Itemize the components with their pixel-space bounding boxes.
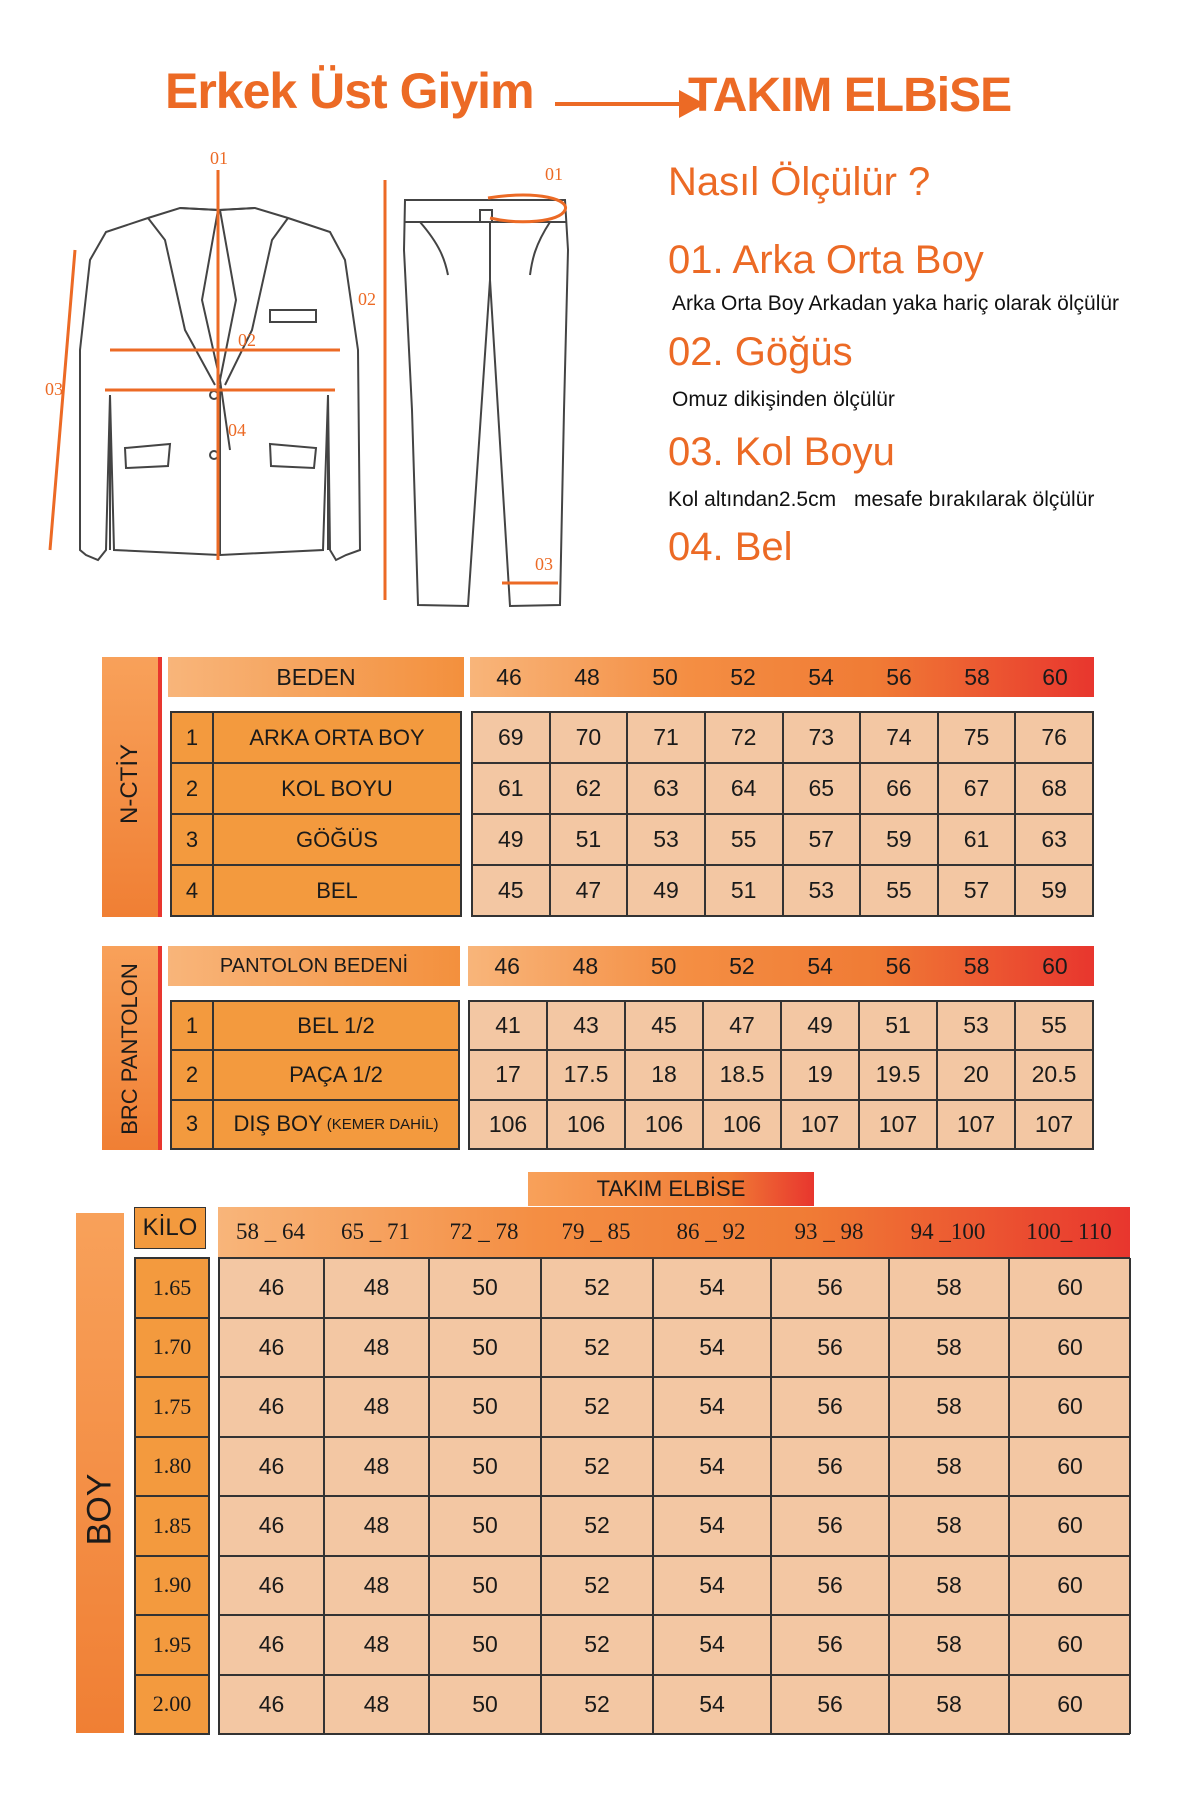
suit-size-cell: 54 — [653, 1258, 771, 1318]
suit-size-cell: 60 — [1009, 1437, 1131, 1497]
weight-range-label: 93 _ 98 — [794, 1219, 864, 1244]
suit-size-cell: 60 — [1009, 1556, 1131, 1616]
jacket-size-54: 54 — [808, 663, 834, 690]
height-label: 1.70 — [135, 1318, 209, 1378]
weight-range-label: 86 _ 92 — [676, 1219, 746, 1244]
trouser-row-number: 1 — [171, 1001, 213, 1050]
jacket-value-cell: 57 — [938, 865, 1016, 916]
title-men-upper-wear: Erkek Üst Giyim — [165, 63, 534, 119]
suit-size-cell: 48 — [324, 1258, 429, 1318]
trouser-row-number: 2 — [171, 1050, 213, 1099]
trouser-value-cell: 41 — [469, 1001, 547, 1050]
jacket-size-50: 50 — [652, 663, 678, 690]
suit-size-cell: 52 — [541, 1377, 653, 1437]
height-label: 1.80 — [135, 1437, 209, 1497]
suit-size-cell: 46 — [219, 1496, 324, 1556]
jacket-row-number: 3 — [171, 814, 213, 865]
trouser-header-label: PANTOLON BEDENİ — [168, 946, 460, 986]
jacket-row-name: BEL — [213, 865, 461, 916]
trouser-value-cell: 18 — [625, 1050, 703, 1099]
trouser-label-03: 03 — [535, 554, 553, 574]
weight-range-label: 72 _ 78 — [449, 1219, 519, 1244]
suit-size-cell: 54 — [653, 1556, 771, 1616]
trouser-row-name — [213, 1050, 459, 1099]
trouser-value-cell: 19 — [781, 1050, 859, 1099]
suit-size-cell: 58 — [889, 1675, 1009, 1735]
trouser-value-cell: 49 — [781, 1001, 859, 1050]
jacket-header-label: BEDEN — [168, 657, 464, 697]
step-03-desc-b: 2.5cm — [778, 488, 837, 511]
jacket-value-cell: 64 — [705, 763, 783, 814]
suit-size-cell: 50 — [429, 1377, 541, 1437]
jacket-row-number: 2 — [171, 763, 213, 814]
trouser-value-cell: 53 — [937, 1001, 1015, 1050]
trouser-row-name-text: BEL 1/2 — [297, 1012, 375, 1038]
suit-size-cell: 52 — [541, 1496, 653, 1556]
weight-header — [218, 1207, 1130, 1257]
trouser-side-label: BRC PANTOLON — [117, 963, 142, 1135]
jacket-value-cell: 55 — [705, 814, 783, 865]
trouser-size-56: 56 — [885, 952, 912, 979]
suit-size-cell: 48 — [324, 1377, 429, 1437]
jacket-value-cell: 53 — [783, 865, 861, 916]
trouser-size-52: 52 — [729, 952, 755, 979]
suit-size-cell: 60 — [1009, 1615, 1131, 1675]
trouser-value-cell: 106 — [703, 1100, 781, 1149]
suit-size-cell: 50 — [429, 1496, 541, 1556]
jacket-value-cell: 71 — [627, 712, 705, 763]
suit-size-cell: 58 — [889, 1318, 1009, 1378]
suit-size-cell: 60 — [1009, 1318, 1131, 1378]
weight-range-label: 100_ 110 — [1026, 1219, 1112, 1244]
trouser-label-02: 02 — [358, 289, 376, 309]
suit-size-cell: 46 — [219, 1556, 324, 1616]
step-01-desc: Arka Orta Boy Arkadan yaka hariç olarak ölçülür — [672, 292, 1120, 315]
trouser-value-cell: 106 — [469, 1100, 547, 1149]
suit-size-cell: 58 — [889, 1615, 1009, 1675]
trouser-row-name-note: (KEMER DAHİL) — [326, 1115, 439, 1133]
suit-size-cell: 46 — [219, 1615, 324, 1675]
height-labels — [134, 1257, 210, 1735]
trouser-value-cell: 47 — [703, 1001, 781, 1050]
arrow-right-icon — [555, 86, 705, 122]
jacket-value-cell: 49 — [472, 814, 550, 865]
suit-size-cell: 54 — [653, 1496, 771, 1556]
weight-range-label: 65 _ 71 — [341, 1219, 410, 1244]
suit-size-cell: 48 — [324, 1318, 429, 1378]
jacket-values — [471, 711, 1094, 917]
height-label: 2.00 — [135, 1675, 209, 1735]
trouser-row-name-text: PAÇA 1/2 — [289, 1061, 383, 1087]
trouser-label-01: 01 — [545, 164, 563, 184]
suit-size-cell: 56 — [771, 1437, 889, 1497]
suit-table-title: TAKIM ELBİSE — [528, 1172, 814, 1206]
jacket-size-48: 48 — [574, 663, 600, 690]
jacket-value-cell: 59 — [860, 814, 938, 865]
suit-size-cell: 46 — [219, 1437, 324, 1497]
suit-size-cell: 50 — [429, 1556, 541, 1616]
boy-side-label: BOY — [80, 1473, 119, 1546]
jacket-row-number: 4 — [171, 865, 213, 916]
suit-size-cell: 48 — [324, 1437, 429, 1497]
trouser-row-labels — [170, 1000, 460, 1150]
jacket-row-labels — [170, 711, 462, 917]
trouser-size-60: 60 — [1042, 952, 1068, 979]
suit-size-cell: 60 — [1009, 1377, 1131, 1437]
suit-size-cell: 52 — [541, 1258, 653, 1318]
jacket-size-46: 46 — [496, 663, 522, 690]
trouser-value-cell: 107 — [937, 1100, 1015, 1149]
trouser-value-cell: 17.5 — [547, 1050, 625, 1099]
suit-size-cell: 58 — [889, 1258, 1009, 1318]
suit-size-cell: 50 — [429, 1615, 541, 1675]
jacket-value-cell: 47 — [550, 865, 628, 916]
trouser-size-50: 50 — [650, 952, 677, 979]
suit-size-cell: 52 — [541, 1675, 653, 1735]
suit-size-cell: 52 — [541, 1318, 653, 1378]
jacket-value-cell: 45 — [472, 865, 550, 916]
suit-size-cell: 50 — [429, 1318, 541, 1378]
step-04-title: 04. Bel — [668, 525, 793, 569]
suit-size-cell: 60 — [1009, 1675, 1131, 1735]
suit-size-cell: 52 — [541, 1615, 653, 1675]
suit-size-cell: 50 — [429, 1675, 541, 1735]
step-02-desc: Omuz dikişinden ölçülür — [672, 388, 895, 411]
jacket-row-name: KOL BOYU — [213, 763, 461, 814]
suit-size-cell: 54 — [653, 1675, 771, 1735]
suit-size-cell: 58 — [889, 1437, 1009, 1497]
jacket-value-cell: 68 — [1015, 763, 1093, 814]
suit-size-cell: 52 — [541, 1437, 653, 1497]
kilo-corner-label: KİLO — [134, 1207, 206, 1249]
suit-size-cell: 46 — [219, 1258, 324, 1318]
height-label: 1.95 — [135, 1615, 209, 1675]
suit-size-cell: 56 — [771, 1496, 889, 1556]
trouser-value-cell: 45 — [625, 1001, 703, 1050]
height-label: 1.75 — [135, 1377, 209, 1437]
jacket-value-cell: 51 — [550, 814, 628, 865]
weight-range-label: 58 _ 64 — [236, 1219, 305, 1244]
suit-size-cell: 56 — [771, 1318, 889, 1378]
trouser-size-48: 48 — [572, 952, 599, 979]
jacket-value-cell: 61 — [938, 814, 1016, 865]
jacket-value-cell: 76 — [1015, 712, 1093, 763]
jacket-value-cell: 74 — [860, 712, 938, 763]
trouser-value-cell: 107 — [859, 1100, 937, 1149]
how-to-measure-title: Nasıl Ölçülür ? — [668, 160, 931, 204]
trouser-value-cell: 20.5 — [1015, 1050, 1093, 1099]
jacket-row-name: GÖĞÜS — [213, 814, 461, 865]
jacket-value-cell: 55 — [860, 865, 938, 916]
suit-size-cell: 56 — [771, 1556, 889, 1616]
trouser-value-cell: 43 — [547, 1001, 625, 1050]
jacket-value-cell: 67 — [938, 763, 1016, 814]
step-03-title: 03. Kol Boyu — [668, 430, 895, 474]
jacket-value-cell: 61 — [472, 763, 550, 814]
jacket-size-60: 60 — [1042, 663, 1068, 690]
jacket-label-01: 01 — [210, 150, 228, 168]
suit-size-cell: 60 — [1009, 1258, 1131, 1318]
jacket-row-number: 1 — [171, 712, 213, 763]
height-label: 1.65 — [135, 1258, 209, 1318]
suit-size-cell: 50 — [429, 1258, 541, 1318]
jacket-size-56: 56 — [886, 663, 912, 690]
step-02-title: 02. Göğüs — [668, 330, 853, 374]
jacket-value-cell: 49 — [627, 865, 705, 916]
suit-size-cell: 54 — [653, 1437, 771, 1497]
suit-size-cell: 46 — [219, 1377, 324, 1437]
jacket-value-cell: 51 — [705, 865, 783, 916]
suit-size-cell: 52 — [541, 1556, 653, 1616]
jacket-row-name: ARKA ORTA BOY — [213, 712, 461, 763]
jacket-value-cell: 57 — [783, 814, 861, 865]
weight-range-label: 79 _ 85 — [561, 1219, 631, 1244]
suit-size-cell: 48 — [324, 1496, 429, 1556]
suit-size-cell: 54 — [653, 1615, 771, 1675]
trouser-value-cell: 107 — [1015, 1100, 1093, 1149]
suit-size-cell: 54 — [653, 1377, 771, 1437]
jacket-value-cell: 70 — [550, 712, 628, 763]
suit-size-cell: 54 — [653, 1318, 771, 1378]
trouser-value-cell: 55 — [1015, 1001, 1093, 1050]
trouser-size-header — [468, 946, 1094, 986]
height-label: 1.85 — [135, 1496, 209, 1556]
trouser-row-name — [213, 1001, 459, 1050]
jacket-value-cell: 73 — [783, 712, 861, 763]
suit-size-cell: 58 — [889, 1496, 1009, 1556]
height-label: 1.90 — [135, 1556, 209, 1616]
jacket-label-02: 02 — [238, 330, 256, 350]
suit-size-cell: 58 — [889, 1377, 1009, 1437]
trouser-value-cell: 20 — [937, 1050, 1015, 1099]
step-03-desc-a: Kol altından — [668, 488, 779, 511]
trouser-row-number: 3 — [171, 1100, 213, 1149]
suit-size-cell: 48 — [324, 1675, 429, 1735]
step-03-desc — [668, 488, 1094, 512]
suit-size-cell: 60 — [1009, 1496, 1131, 1556]
suit-size-cell: 48 — [324, 1615, 429, 1675]
suit-size-cell: 56 — [771, 1377, 889, 1437]
suit-size-cell: 56 — [771, 1675, 889, 1735]
trouser-row-name-text: DIŞ BOY — [233, 1111, 323, 1137]
trouser-size-46: 46 — [494, 952, 520, 979]
jacket-value-cell: 75 — [938, 712, 1016, 763]
suit-size-cell: 46 — [219, 1318, 324, 1378]
trouser-size-58: 58 — [963, 952, 990, 979]
step-01-title: 01. Arka Orta Boy — [668, 238, 984, 282]
jacket-value-cell: 53 — [627, 814, 705, 865]
jacket-size-header — [470, 657, 1094, 697]
jacket-value-cell: 63 — [1015, 814, 1093, 865]
jacket-value-cell: 63 — [627, 763, 705, 814]
suit-size-cell: 58 — [889, 1556, 1009, 1616]
title-suit: TAKIM ELBiSE — [688, 69, 1012, 122]
jacket-side-label: N-CTİY — [116, 744, 143, 824]
trouser-size-54: 54 — [807, 952, 833, 979]
step-03-desc-c: mesafe bırakılarak ölçülür — [853, 488, 1095, 511]
jacket-size-52: 52 — [730, 663, 756, 690]
jacket-value-cell: 59 — [1015, 865, 1093, 916]
jacket-label-03: 03 — [45, 379, 63, 399]
jacket-value-cell: 65 — [783, 763, 861, 814]
jacket-value-cell: 69 — [472, 712, 550, 763]
trouser-values — [468, 1000, 1094, 1150]
trouser-value-cell: 106 — [625, 1100, 703, 1149]
weight-range-label: 94 _100 — [910, 1219, 986, 1244]
suit-size-cell: 48 — [324, 1556, 429, 1616]
garment-measure-diagram — [40, 150, 600, 610]
suit-size-values — [218, 1257, 1130, 1735]
jacket-value-cell: 72 — [705, 712, 783, 763]
jacket-size-58: 58 — [964, 663, 990, 690]
trouser-row-name — [213, 1100, 459, 1149]
trouser-value-cell: 17 — [469, 1050, 547, 1099]
trouser-value-cell: 107 — [781, 1100, 859, 1149]
suit-size-cell: 56 — [771, 1258, 889, 1318]
trouser-value-cell: 51 — [859, 1001, 937, 1050]
trouser-value-cell: 18.5 — [703, 1050, 781, 1099]
suit-size-cell: 46 — [219, 1675, 324, 1735]
jacket-label-04: 04 — [228, 420, 246, 440]
suit-size-cell: 50 — [429, 1437, 541, 1497]
jacket-value-cell: 66 — [860, 763, 938, 814]
jacket-value-cell: 62 — [550, 763, 628, 814]
suit-size-cell: 56 — [771, 1615, 889, 1675]
trouser-value-cell: 19.5 — [859, 1050, 937, 1099]
trouser-value-cell: 106 — [547, 1100, 625, 1149]
